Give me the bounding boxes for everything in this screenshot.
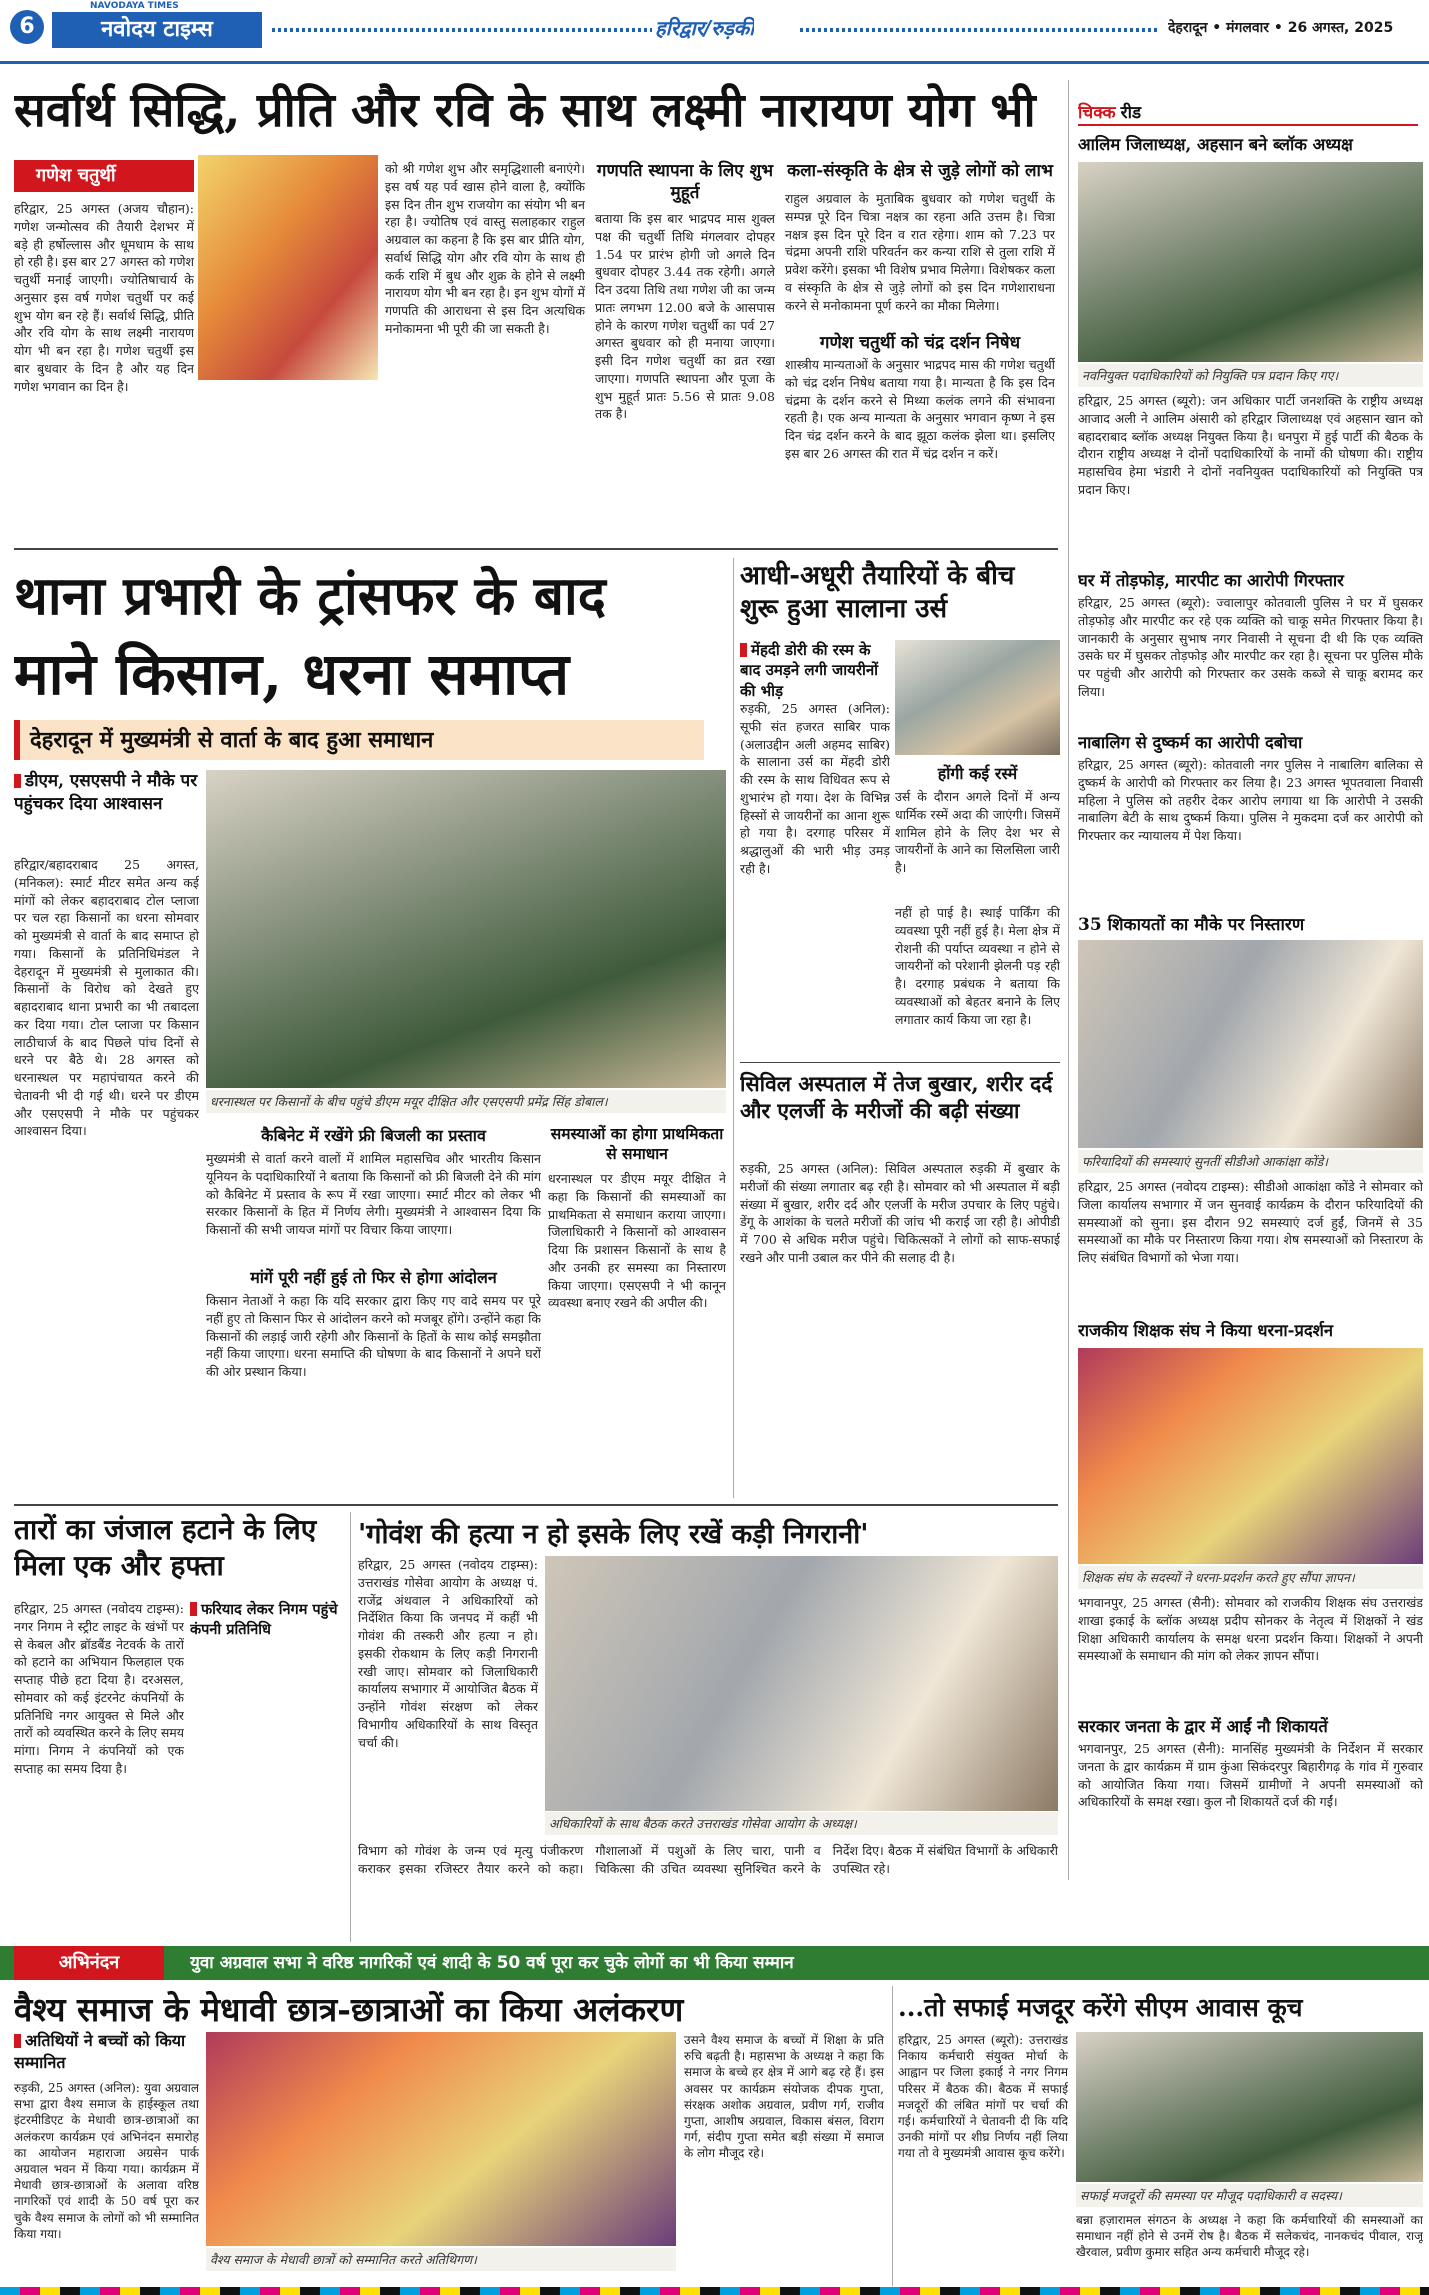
sweepers-photo [1076, 2032, 1423, 2182]
vaishya-body2: उसने वैश्य समाज के बच्चों में शिक्षा के प्रति रुचि बढ़ती है। महासभा के अध्यक्ष ने कहा कि समाज के बच्चे हर क्षेत्र में आगे बढ़ रहे हैं। इस अवसर पर कार्यक्रम संयोजक दीपक गुप्ता, संरक्षक अशोक अग्रवाल, प्रवीण गर्ग, राजीव गुप्ता, आशीष अग्रवाल, विकास बंसल, विराग गर्ग, संदीप गुप्ता समेत बड़ी संख्या में समाज के लोग मौजूद रहे। [684, 2033, 884, 2161]
sidebar-door-body: भगवानपुर, 25 अगस्त (सैनी): मानसिंह मुख्यमंत्री के निर्देशन में सरकार जनता के द्वार कार्यक्रम में ग्राम कुंआ सिकंदरपुर बिहारीगढ़ के गांव में गुरुवार को आयोजित किया गया। जिसमें ग्रामीणों ने अपनी समस्याओं को अधिकारियों के समक्ष रखा। कुल नौ शिकायतें दर्ज की गईं। [1078, 1741, 1423, 1810]
sidebar-teachers-body: भगवानपुर, 25 अगस्त (सैनी): सोमवार को राजकीय शिक्षक संघ उत्तराखंड शाखा इकाई के ब्लॉक अध्यक्ष प्रदीप सोनकर के नेतृत्व में शिक्षकों ने खंड शिक्षा अधिकारी कार्यालय के समक्ष धरना प्रदर्शन किया। शिक्षकों ने अपनी समस्याओं के समाधान की मांग को लेकर ज्ञापन सौंपा। [1078, 1595, 1423, 1664]
page-number: 6 [19, 14, 35, 39]
sidebar-top-headline: आलिम जिलाध्यक्ष, अहसान बने ब्लॉक अध्यक्ष [1078, 135, 1353, 154]
dharna-col4: धरनास्थल पर डीएम मयूर दीक्षित ने कहा कि किसानों की समस्याओं का प्राथमिकता से समाधान कराया जाएगा। जिलाधिकारी ने किसानों को आश्वासन दिया कि प्रशासन किसानों के साथ है और उनकी हर समस्या का निस्तारण किया जाएगा। एसएसपी ने भी कानून व्यवस्था बनाए रखने की अपील की। [548, 1171, 726, 1311]
cow-body: हरिद्वार, 25 अगस्त (नवोदय टाइम्स): उत्तराखंड गोसेवा आयोग के अध्यक्ष पं. राजेंद्र अंथवाल ने अधिकारियों को निर्देशित किया कि जनपद में कहीं भी गोवंश की तस्करी और हत्या न हो। इसकी रोकथाम के लिए कड़ी निगरानी रखी जाए। सोमवार को जिलाधिकारी कार्यालय सभागार में आयोजित बैठक में उन्होंने गोवंश संरक्षण को लेकर विभागीय अधिकारियों के साथ विस्तृत चर्चा की। [358, 1557, 538, 1750]
abhinandan-banner: युवा अग्रवाल सभा ने वरिष्ठ नागरिकों एवं शादी के 50 वर्ष पूरा कर चुके लोगों का भी किया सम्मान [190, 1953, 794, 1973]
divider-yoga [14, 548, 1058, 550]
paper-small-name: NAVODAYA TIMES [90, 1, 179, 11]
kicker-vaishya: अतिथियों ने बच्चों को किया सम्मानित [14, 2030, 199, 2073]
divider-urs [733, 558, 734, 1498]
sidebar-assault-body: हरिद्वार, 25 अगस्त (ब्यूरो): ज्वालापुर कोतवाली पुलिस ने घर में घुसकर तोड़फोड़ और मारपीट कर रहे एक व्यक्ति को चाकू समेत गिरफ्तार किया है। जानकारी के अनुसार सुभाष नगर निवासी ने सूचना दी थी कि एक व्यक्ति उसके घर में घुसकर तोड़फोड़ और मारपीट कर रहा है। सूचना पर पुलिस मौके पर पहुंची और आरोपी को गिरफ्तार कर उसके कब्जे से चाकू बरामद कर लिया। [1078, 595, 1423, 699]
cow-body2: विभाग को गोवंश के जन्म एवं मृत्यु पंजीकरण कराकर इसका रजिस्टर तैयार करने को कहा। गौशालाओं में पशुओं के लिए चारा, पानी व चिकित्सा की उचित व्यवस्था सुनिश्चित करने के निर्देश दिए। बैठक में संबंधित विभागों के अधिकारी उपस्थित रहे। [358, 1843, 1058, 1876]
dharna-photo [206, 770, 726, 1088]
registration-strip [0, 2287, 1429, 2295]
dateline: देहरादून • मंगलवार • 26 अगस्त, 2025 [1168, 20, 1394, 36]
sidebar-label [1078, 100, 1418, 126]
headline-dharna-2: माने किसान, धरना समाप्त [14, 640, 570, 708]
divider-middle [14, 1504, 1058, 1506]
headline-vaishya: वैश्य समाज के मेधावी छात्र-छात्राओं का किया अलंकरण [14, 1990, 684, 2029]
abhinandan-tag: अभिनंदन [14, 1946, 164, 1980]
sub-chandra: गणेश चतुर्थी को चंद्र दर्शन निषेध [819, 333, 1021, 353]
abhinandan-bar [0, 1946, 1429, 1980]
headline-cow: 'गोवंश की हत्या न हो इसके लिए रखें कड़ी निगरानी' [358, 1519, 869, 1550]
dharna-col3: किसान नेताओं ने कहा कि यदि सरकार द्वारा किए गए वादे समय पर पूरे नहीं हुए तो किसान फिर से आंदोलन करने को मजबूर होंगे। उन्होंने कहा कि किसानों की लड़ाई जारी रहेगी और किसानों के हितों के साथ कोई समझौता नहीं किया जाएगा। धरना समाप्ति की घोषणा के बाद किसानों ने अपने घरों की ओर प्रस्थान किया। [206, 1293, 541, 1379]
sidebar-complaints-body: हरिद्वार, 25 अगस्त (नवोदय टाइम्स): सीडीओ आकांक्षा कोंडे ने सोमवार को जिला कार्यालय सभागार में जन सुनवाई कार्यक्रम के दौरान फरियादियों की समस्याओं को सुना। इस दौरान 92 समस्याएं दर्ज हुईं, जिनमें से 35 समस्याओं का मौके पर निस्तारण किया गया। शेष समस्याओं को निस्तारण के लिए संबंधित विभागों को भेजा गया। [1078, 1179, 1423, 1265]
wires-body: हरिद्वार, 25 अगस्त (नवोदय टाइम्स): नगर निगम ने स्ट्रीट लाइट के खंभों पर से केबल और ब्रॉडबैंड नेटवर्क के तारों को हटाने का अभियान फिलहाल एक सप्ताह पीछे हटा दिया है। दरअसल, सोमवार को कई इंटरनेट कंपनियों के प्रतिनिधि नगर आयुक्त से मिले और तारों को व्यवस्थित करने के लिए समय मांगा। निगम ने कंपनियों को एक सप्ताह का समय दिया है। [14, 1601, 184, 1776]
ganesh-photo [198, 155, 378, 380]
sweepers-photo-caption: सफाई मजदूरों की समस्या पर मौजूद पदाधिकारी व सदस्य। [1076, 2184, 1423, 2207]
cow-photo [545, 1556, 1058, 1811]
yoga-col1: हरिद्वार, 25 अगस्त (अजय चौहान): गणेश जन्मोत्सव की तैयारी देशभर में बड़े ही हर्षोल्लास और धूमधाम के साथ हो रही है। इस बार 27 अगस्त को गणेश चतुर्थी मनाई जाएगी। ज्योतिषाचार्य के अनुसार इस वर्ष गणेश चतुर्थी पर कई शुभ योग बन रहे हैं। सर्वार्थ सिद्धि, प्रीति और रवि योग के साथ लक्ष्मी नारायण योग भी बन रहा है। गणेश चतुर्थी इस बार बुधवार के दिन है और यह दिन गणेश भगवान का दिन है। [14, 201, 194, 394]
yoga-col4: राहुल अग्रवाल के मुताबिक बुधवार को गणेश चतुर्थी के सम्पन्न पूरे दिन चित्रा नक्षत्र का रहना अति उत्तम है। चित्रा नक्षत्र इस दिन पूरे दिन व रात रहेगा। शाम को 7.23 पर चंद्रमा अपनी राशि परिवर्तन कर कन्या राशि से तुला राशि में प्रवेश करेंगे। इसका भी विशेष प्रभाव मिलेगा। विशेषकर कला व संस्कृति के क्षेत्र से जुड़े लोगों को इस दिन गणेशाराधना करने से मनोकामना पूर्ण करने का मौका मिलेगा। [785, 191, 1055, 313]
sub-muhurat: गणपति स्थापना के लिए शुभ मुहूर्त [596, 161, 774, 204]
vaishya-body: रुड़की, 25 अगस्त (अनिल): युवा अग्रवाल सभा द्वारा वैश्य समाज के हाईस्कूल तथा इंटरमीडिएट के मेधावी छात्र-छात्राओं का अलंकरण कार्यक्रम एवं अभिनंदन समारोह का आयोजन महाराजा अग्रसेन पार्क अग्रवाल भवन में किया गया। कार्यक्रम में मेधावी छात्र-छात्राओं के अलावा वरिष्ठ नागरिकों एवं शादी के 50 वर्ष पूरा कर चुके वैश्य समाज के लोगों को भी सम्मानित किया गया। [14, 2081, 199, 2241]
sidebar-label-prefix: चिक्क [1078, 103, 1116, 123]
masthead [0, 0, 1429, 64]
yoga-col3: बताया कि इस बार भाद्रपद मास शुक्ल पक्ष की चतुर्थी तिथि मंगलवार दोपहर 1.54 पर प्रारंभ होगी जो अगले दिन बुधवार दोपहर 3.44 तक रहेगी। अगले दिन उदया तिथि तथा गणेश जी का जन्म प्रातः लगभग 12.00 बजे के आसपास होने के कारण गणेश चतुर्थी का पर्व 27 अगस्त बुधवार को ही मनाया जाएगा। इसी दिन गणेश चतुर्थी का व्रत रखा जाएगा। गणपति स्थापना और पूजा के शुभ मुहूर्त प्रातः 5.56 से प्रातः 9.08 तक है। [595, 211, 775, 422]
page-number-badge [10, 10, 44, 44]
headline-sweepers: ...तो सफाई मजदूर करेंगे सीएम आवास कूच [898, 1993, 1303, 2022]
divider-hospital [740, 1062, 1060, 1063]
urs-body2: उर्स के दौरान अगले दिनों में अन्य धार्मिक रस्में अदा की जाएंगी। जिसमें शामिल होने के लिए देश भर से जायरीनों के आने का सिलसिला जारी है। [895, 789, 1060, 875]
urs-body3: नहीं हो पाई है। स्थाई पार्किंग की व्यवस्था पूरी नहीं हुई है। मेला क्षेत्र में रोशनी की पर्याप्त व्यवस्था न होने से जायरीनों को परेशानी झेलनी पड़ रही है। दरगाह प्रबंधक ने बताया कि व्यवस्थाओं को बेहतर बनाने के लिए लगातार कार्य किया जा रहा है। [895, 905, 1060, 1027]
kicker-dharna: डीएम, एसएसपी ने मौके पर पहुंचकर दिया आश्वासन [14, 771, 198, 814]
vaishya-photo-caption: वैश्य समाज के मेधावी छात्रों को सम्मानित करते अतिथिगण। [206, 2248, 676, 2271]
headline-dharna-1: थाना प्रभारी के ट्रांसफर के बाद [14, 565, 606, 627]
yoga-col2: को श्री गणेश शुभ और समृद्धिशाली बनाएंगे। इस वर्ष यह पर्व खास होने वाला है, क्योंकि इस दिन तीन शुभ राजयोग का संयोग भी बन रहा है। ज्योतिष एवं वास्तु सलाहकार राहुल अग्रवाल का कहना है कि इस बार प्रीति योग, सर्वार्थ सिद्धि योग और रवि योग के साथ ही कर्क राशि में बुध और शुक्र के होने से लक्ष्मी नारायण योग भी बन रहा है। इन शुभ योगों में गणपति की आराधना से इस दिन अत्यधिक मनोकामना भी पूरी की जा सकती है। [385, 161, 585, 336]
sidebar-top-caption: नवनियुक्त पदाधिकारियों को नियुक्ति पत्र प्रदान किए गए। [1078, 364, 1423, 387]
sidebar-assault-headline: घर में तोड़फोड़, मारपीट का आरोपी गिरफ्तार [1078, 571, 1344, 590]
divider-sweepers [892, 1986, 893, 2286]
sweepers-body2: बन्ना हज़ारामल संगठन के अध्यक्ष ने कहा कि कर्मचारियों की समस्याओं का समाधान नहीं होने से उनमें रोष है। बैठक में सलेकचंद, नानकचंद पीवाल, राजू खैरवाल, प्रवीण कुमार सहित अन्य कर्मचारी मौजूद रहे। [1076, 2213, 1423, 2260]
sweepers-body: हरिद्वार, 25 अगस्त (ब्यूरो): उत्तराखंड निकाय कर्मचारी संयुक्त मोर्चा के आह्वान पर जिला इकाई ने नगर निगम परिसर में बैठक की। बैठक में सफाई मजदूरों की लंबित मांगों पर चर्चा की गई। कर्मचारियों ने चेतावनी दी कि यदि उनकी मांगों पर शीघ्र निर्णय नहीं लिया गया तो वे मुख्यमंत्री आवास कूच करेंगे। [898, 2033, 1068, 2161]
sidebar-top-body: हरिद्वार, 25 अगस्त (ब्यूरो): जन अधिकार पार्टी जनशक्ति के राष्ट्रीय अध्यक्ष आजाद अली ने आलिम अंसारी को हरिद्वार जिलाध्यक्ष एवं अहसान खान को बहादराबाद ब्लॉक अध्यक्ष नियुक्त किया है। धनपुरा में हुई पार्टी की बैठक के दौरान राष्ट्रीय अध्यक्ष ने दोनों पदाधिकारियों के नामों की घोषणा की। राष्ट्रीय महासचिव हेमा भंडारी ने दोनों नवनियुक्त पदाधिकारियों को नियुक्ति पत्र प्रदान किए। [1078, 393, 1423, 497]
hospital-body: रुड़की, 25 अगस्त (अनिल): सिविल अस्पताल रुड़की में बुखार के मरीजों की संख्या लगातार बढ़ रही है। सोमवार को भी अस्पताल में बड़ी संख्या में बुखार, शरीर दर्द और एलर्जी के मरीज उपचार के लिए पहुंचे। डेंगू के आशंका के चलते मरीजों की जांच भी कराई जा रही है। ओपीडी में 700 से अधिक मरीज पहुंचे। चिकित्सकों ने लोगों को साफ-सफाई रखने और पानी उबाल कर पीने की सलाह दी है। [740, 1161, 1060, 1265]
vaishya-photo [206, 2032, 676, 2246]
masthead-rule-right [800, 28, 1160, 32]
sidebar-complaints-caption: फरियादियों की समस्याएं सुनतीं सीडीओ आकांक्षा कोंडे। [1078, 1150, 1423, 1173]
urs-photo [895, 640, 1060, 755]
sidebar-complaints-headline: 35 शिकायतों का मौके पर निस्तारण [1078, 915, 1305, 935]
headline-yoga: सर्वार्थ सिद्धि, प्रीति और रवि के साथ लक्ष्मी नारायण योग भी [14, 83, 1036, 138]
sidebar-teachers-headline: राजकीय शिक्षक संघ ने किया धरना-प्रदर्शन [1078, 1321, 1334, 1340]
sidebar-teachers-photo [1078, 1348, 1423, 1564]
divider-cow [350, 1512, 351, 1942]
sub-samadhan: समस्याओं का होगा प्राथमिकता से समाधान [550, 1124, 724, 1164]
sub-kala: कला-संस्कृति के क्षेत्र से जुड़े लोगों को लाभ [787, 161, 1053, 181]
sidebar-complaints-photo [1078, 940, 1423, 1148]
sidebar-teachers-caption: शिक्षक संघ के सदस्यों ने धरना-प्रदर्शन करते हुए सौंपा ज्ञापन। [1078, 1566, 1423, 1589]
headline-urs: आधी-अधूरी तैयारियों के बीच शुरू हुआ सालाना उर्स [740, 561, 1015, 624]
sidebar-label-suffix: रीड [1120, 103, 1142, 123]
sidebar-divider [1068, 80, 1069, 1880]
section-name: हरिद्वार/रुड़की [655, 16, 755, 40]
masthead-rule [272, 28, 652, 32]
dharna-photo-caption: धरनास्थल पर किसानों के बीच पहुंचे डीएम मयूर दीक्षित और एसएसपी प्रमेंद्र सिंह डोबाल। [206, 1090, 726, 1113]
cow-photo-caption: अधिकारियों के साथ बैठक करते उत्तराखंड गोसेवा आयोग के अध्यक्ष। [545, 1812, 1058, 1835]
sub-andolan: मांगें पूरी नहीं हुई तो फिर से होगा आंदोलन [250, 1268, 497, 1287]
yoga-col5: शास्त्रीय मान्यताओं के अनुसार भाद्रपद मास की गणेश चतुर्थी को चंद्र दर्शन निषेध बताया गया है। मान्यता है कि इस दिन चंद्रमा के दर्शन करने से मिथ्या कलंक लगने की संभावना रहती है। एक अन्य मान्यता के अनुसार भगवान कृष्ण ने इस दिन चंद्र दर्शन करने के बाद झूठा कलंक झेला था। इसलिए इस बार 26 अगस्त की रात में चंद्र दर्शन न करें। [785, 357, 1055, 461]
label-ganesh: गणेश चतुर्थी [14, 160, 194, 192]
kicker-wires: फरियाद लेकर निगम पहुंचे कंपनी प्रतिनिधि [190, 1600, 345, 1639]
dharna-col1: हरिद्वार/बहादराबाद 25 अगस्त, (मनिकल): स्मार्ट मीटर समेत अन्य कई मांगों को लेकर बहादराबाद टोल प्लाजा पर चल रहा किसानों का धरना सोमवार को मुख्यमंत्री से वार्ता के बाद समाप्त हो गया। किसानों के प्रतिनिधिमंडल ने देहरादून में मुख्यमंत्री से मुलाकात की। किसानों के विरोध को देखते हुए बहादराबाद थाना प्रभारी का भी तबादला कर दिया गया। टोल प्लाजा पर किसान लाठीचार्ज के बाद पिछले पांच दिनों से धरने पर बैठे थे। 28 अगस्त को धरनास्थल पर महापंचायत करने की चेतावनी भी दी गई थी। धरने पर डीएम और एसएसपी ने मौके पर पहुंचकर आश्वासन दिया। [14, 857, 199, 1139]
sidebar-minor-body: हरिद्वार, 25 अगस्त (ब्यूरो): कोतवाली नगर पुलिस ने नाबालिग बालिका से दुष्कर्म के आरोपी को गिरफ्तार कर लिया है। 23 अगस्त भूपतवाला निवासी महिला ने पुलिस को तहरीर देकर आरोप लगाया था कि आरोपी ने उसकी नाबालिग बेटी के साथ दुष्कर्म किया। पुलिस ने मुकदमा दर्ज कर आरोपी को गिरफ्तार कर न्यायालय में पेश किया। [1078, 757, 1423, 843]
dharna-col2: मुख्यमंत्री से वार्ता करने वालों में शामिल महासचिव और भारतीय किसान यूनियन के पदाधिकारियों ने बताया कि किसानों को फ्री बिजली देने की मांग को कैबिनेट में प्रस्ताव के रूप में रखा जाएगा। स्मार्ट मीटर को लेकर भी सरकार किसानों के हित में निर्णय लेगी। मुख्यमंत्री ने आश्वासन दिया कि किसानों की सभी जायज मांगों पर विचार किया जाएगा। [206, 1151, 541, 1237]
subhead-dharna: देहरादून में मुख्यमंत्री से वार्ता के बाद हुआ समाधान [14, 720, 704, 760]
headline-hospital: सिविल अस्पताल में तेज बुखार, शरीर दर्द और एलर्जी के मरीजों की बढ़ी संख्या [740, 1071, 1053, 1124]
sidebar-minor-headline: नाबालिग से दुष्कर्म का आरोपी दबोचा [1078, 733, 1303, 752]
sub-bijli: कैबिनेट में रखेंगे फ्री बिजली का प्रस्ताव [261, 1126, 486, 1145]
kicker-urs: मेंहदी डोरी की रस्म के बाद उमड़ने लगी जायरीनों की भीड़ [740, 640, 890, 701]
headline-wires: तारों का जंजाल हटाने के लिए मिला एक और हफ्ता [14, 1513, 317, 1583]
sub-rasm: होंगी कई रस्में [937, 764, 1018, 783]
sidebar-door-headline: सरकार जनता के द्वार में आईं नौ शिकायतें [1078, 1717, 1328, 1736]
sidebar-top-photo [1078, 162, 1423, 362]
urs-body: रुड़की, 25 अगस्त (अनिल): सूफी संत हजरत साबिर पाक (अलाउद्दीन अली अहमद साबिर) के सालाना उर्स का मेंहदी डोरी की रस्म के साथ विधिवत रूप से शुभारंभ हो गया। देश के विभिन्न हिस्सों से जायरीनों का आना शुरू हो गया है। दरगाह परिसर में श्रद्धालुओं की भारी भीड़ उमड़ रही है। [740, 701, 890, 876]
paper-name: नवोदय टाइम्स [52, 12, 262, 48]
